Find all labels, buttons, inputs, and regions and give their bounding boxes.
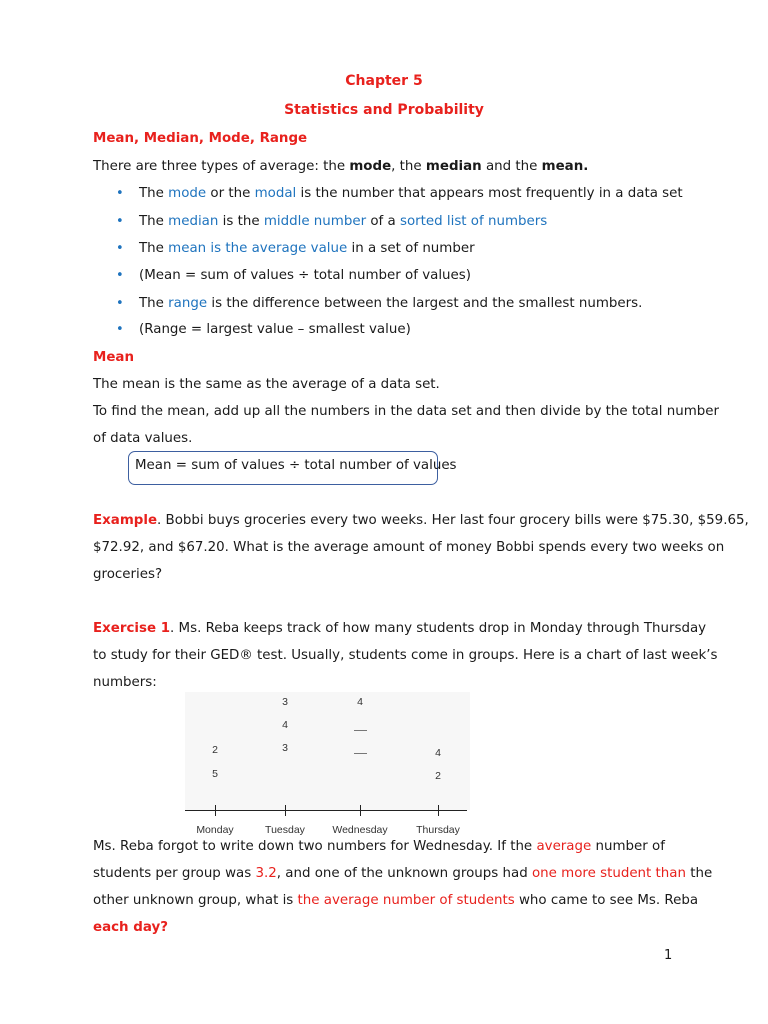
exercise-line-1 bbox=[93, 620, 706, 638]
axis-tick-label: Thursday bbox=[416, 824, 460, 836]
text-run: the average number of students bbox=[297, 893, 515, 908]
bullet-dot: • bbox=[116, 241, 124, 256]
mean-paragraph-2: To find the mean, add up all the numbers in the data set and then divide by the total number bbox=[93, 404, 719, 419]
exercise-line-3: numbers: bbox=[93, 675, 157, 690]
text-run: mean. bbox=[541, 159, 589, 174]
text-run: is the number that appears most frequently in a data set bbox=[296, 186, 683, 201]
bullet-dot: • bbox=[116, 296, 124, 311]
axis-tick-label: Tuesday bbox=[265, 824, 305, 836]
text-run: number of bbox=[591, 839, 665, 854]
missing-value-blank bbox=[354, 730, 367, 731]
number-line-axis bbox=[185, 810, 467, 811]
text-run: mode bbox=[349, 159, 392, 174]
text-run: is the difference between the largest and the smallest numbers. bbox=[207, 296, 643, 311]
group-count-label: 3 bbox=[282, 696, 288, 708]
text-run: , and one of the unknown groups had bbox=[276, 866, 532, 881]
text-run: mean is the average value bbox=[168, 241, 348, 256]
text-run: sorted list of numbers bbox=[399, 214, 548, 229]
text-run: . Bobbi buys groceries every two weeks. Her last four grocery bills were $75.30, $59.65, bbox=[157, 513, 749, 528]
chapter-title: Chapter 5 bbox=[345, 73, 423, 89]
bullet-range bbox=[139, 295, 642, 313]
example-line-1 bbox=[93, 512, 749, 530]
text-run: in a set of number bbox=[347, 241, 475, 256]
missing-value-blank bbox=[354, 753, 367, 754]
group-count-label: 5 bbox=[212, 768, 218, 780]
text-run: The bbox=[139, 296, 169, 311]
text-run: There are three types of average: the bbox=[93, 159, 350, 174]
question-line-4: each day? bbox=[93, 920, 168, 935]
axis-tick bbox=[285, 805, 286, 816]
question-line-1 bbox=[93, 838, 665, 856]
axis-tick-label: Monday bbox=[196, 824, 234, 836]
axis-tick bbox=[215, 805, 216, 816]
text-run: Ms. Reba forgot to write down two numbers for Wednesday. If the bbox=[93, 839, 537, 854]
question-line-2 bbox=[93, 865, 712, 883]
text-run: average bbox=[536, 839, 592, 854]
text-run: The bbox=[139, 214, 169, 229]
bullet-mean-formula: (Mean = sum of values ÷ total number of values) bbox=[139, 268, 471, 283]
bullet-dot: • bbox=[116, 214, 124, 229]
text-run: middle number bbox=[263, 214, 367, 229]
text-run: or the bbox=[206, 186, 255, 201]
text-run: and the bbox=[481, 159, 542, 174]
text-run: students per group was bbox=[93, 866, 256, 881]
formula-text: Mean = sum of values ÷ total number of values bbox=[135, 458, 457, 473]
exercise-label: Exercise 1 bbox=[93, 621, 171, 636]
bullet-mean bbox=[139, 240, 475, 258]
section-heading: Mean, Median, Mode, Range bbox=[93, 131, 308, 146]
example-line-3: groceries? bbox=[93, 567, 163, 582]
text-run: The bbox=[139, 241, 169, 256]
text-run: one more student than bbox=[531, 866, 686, 881]
mean-paragraph-1: The mean is the same as the average of a data set. bbox=[93, 377, 440, 392]
group-count-label: 2 bbox=[212, 744, 218, 756]
bullet-range-formula: (Range = largest value – smallest value) bbox=[139, 322, 411, 337]
bullet-dot: • bbox=[116, 322, 124, 337]
text-run: the bbox=[685, 866, 713, 881]
text-run: mode bbox=[168, 186, 207, 201]
text-run: . Ms. Reba keeps track of how many students drop in Monday through Thursday bbox=[170, 621, 707, 636]
text-run: The bbox=[139, 186, 169, 201]
bullet-dot: • bbox=[116, 186, 124, 201]
page-number: 1 bbox=[664, 948, 673, 963]
group-count-label: 4 bbox=[435, 747, 441, 759]
group-count-label: 3 bbox=[282, 742, 288, 754]
intro-paragraph bbox=[93, 158, 588, 176]
students-per-day-chart bbox=[185, 692, 470, 842]
example-label: Example bbox=[93, 513, 158, 528]
text-run: median bbox=[168, 214, 219, 229]
bullet-mode bbox=[139, 185, 683, 203]
axis-tick bbox=[360, 805, 361, 816]
group-count-label: 2 bbox=[435, 770, 441, 782]
exercise-line-2: to study for their GED® test. Usually, students come in groups. Here is a chart of last week’s bbox=[93, 648, 718, 663]
text-run: other unknown group, what is bbox=[93, 893, 298, 908]
group-count-label: 4 bbox=[282, 719, 288, 731]
mean-paragraph-2-cont: of data values. bbox=[93, 431, 193, 446]
axis-tick bbox=[438, 805, 439, 816]
bullet-median bbox=[139, 213, 547, 231]
text-run: median bbox=[425, 159, 482, 174]
group-count-label: 4 bbox=[357, 696, 363, 708]
chapter-subtitle: Statistics and Probability bbox=[284, 102, 484, 118]
text-run: is the bbox=[218, 214, 264, 229]
mean-heading: Mean bbox=[93, 350, 134, 365]
bullet-dot: • bbox=[116, 268, 124, 283]
text-run: , the bbox=[391, 159, 426, 174]
example-line-2: $72.92, and $67.20. What is the average amount of money Bobbi spends every two weeks on bbox=[93, 540, 725, 555]
text-run: 3.2 bbox=[255, 866, 277, 881]
text-run: range bbox=[168, 296, 208, 311]
text-run: who came to see Ms. Reba bbox=[514, 893, 699, 908]
text-run: of a bbox=[366, 214, 400, 229]
text-run: modal bbox=[254, 186, 297, 201]
axis-tick-label: Wednesday bbox=[332, 824, 388, 836]
question-line-3 bbox=[93, 892, 698, 910]
